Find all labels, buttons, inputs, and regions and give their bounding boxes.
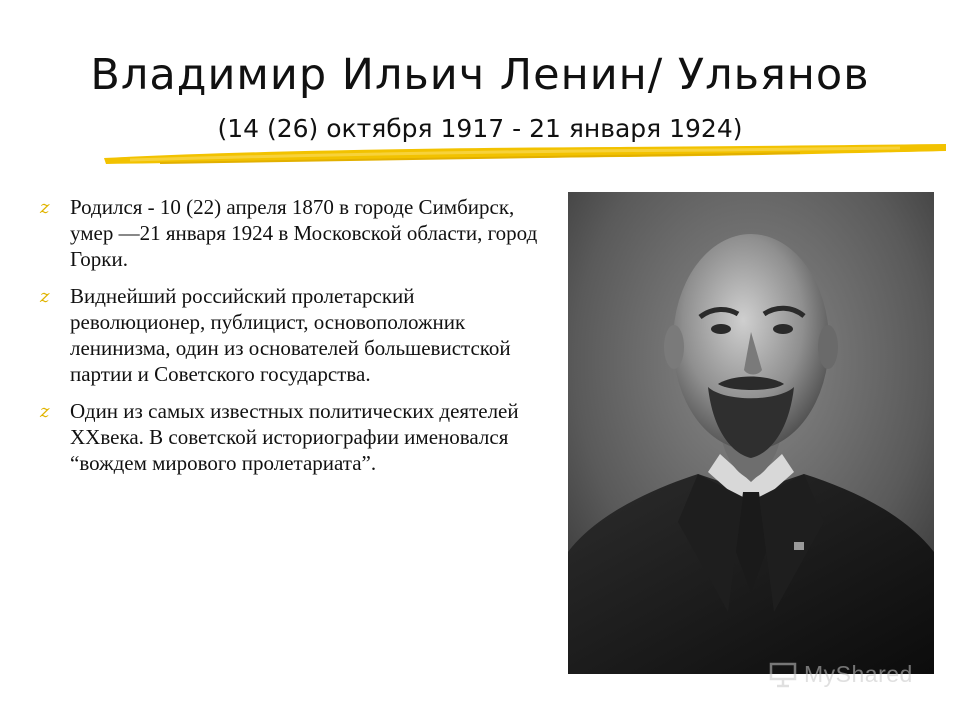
- watermark-text: MyShared: [804, 660, 913, 687]
- bullet-item: [40, 194, 540, 272]
- bullet-text: Виднейший российский пролетарский революционер, публицист, основоположник ленинизма, один из основателей большевистской партии и Советского государства.: [70, 284, 511, 386]
- bullet-list: [40, 194, 540, 487]
- decorative-brush-underline: [100, 138, 950, 168]
- bullet-item: [40, 283, 540, 387]
- slide-subtitle: (14 (26) октября 1917 - 21 января 1924): [217, 114, 743, 143]
- bullet-text: Родился - 10 (22) апреля 1870 в городе Симбирск, умер —21 января 1924 в Московской области, город Горки.: [70, 195, 538, 271]
- slide-title: Владимир Ильич Ленин/ Ульянов: [90, 50, 870, 100]
- bullet-marker-icon: z: [40, 197, 50, 218]
- portrait-photo: [568, 192, 934, 674]
- bullet-marker-icon: z: [40, 286, 50, 307]
- bullet-marker-icon: z: [40, 401, 50, 422]
- bullet-text: Один из самых известных политических деятелей XXвека. В советской историографии именовался “вождем мирового пролетариата”.: [70, 399, 519, 475]
- bullet-item: [40, 398, 540, 476]
- watermark: [768, 656, 913, 692]
- presentation-board-icon: [768, 660, 798, 688]
